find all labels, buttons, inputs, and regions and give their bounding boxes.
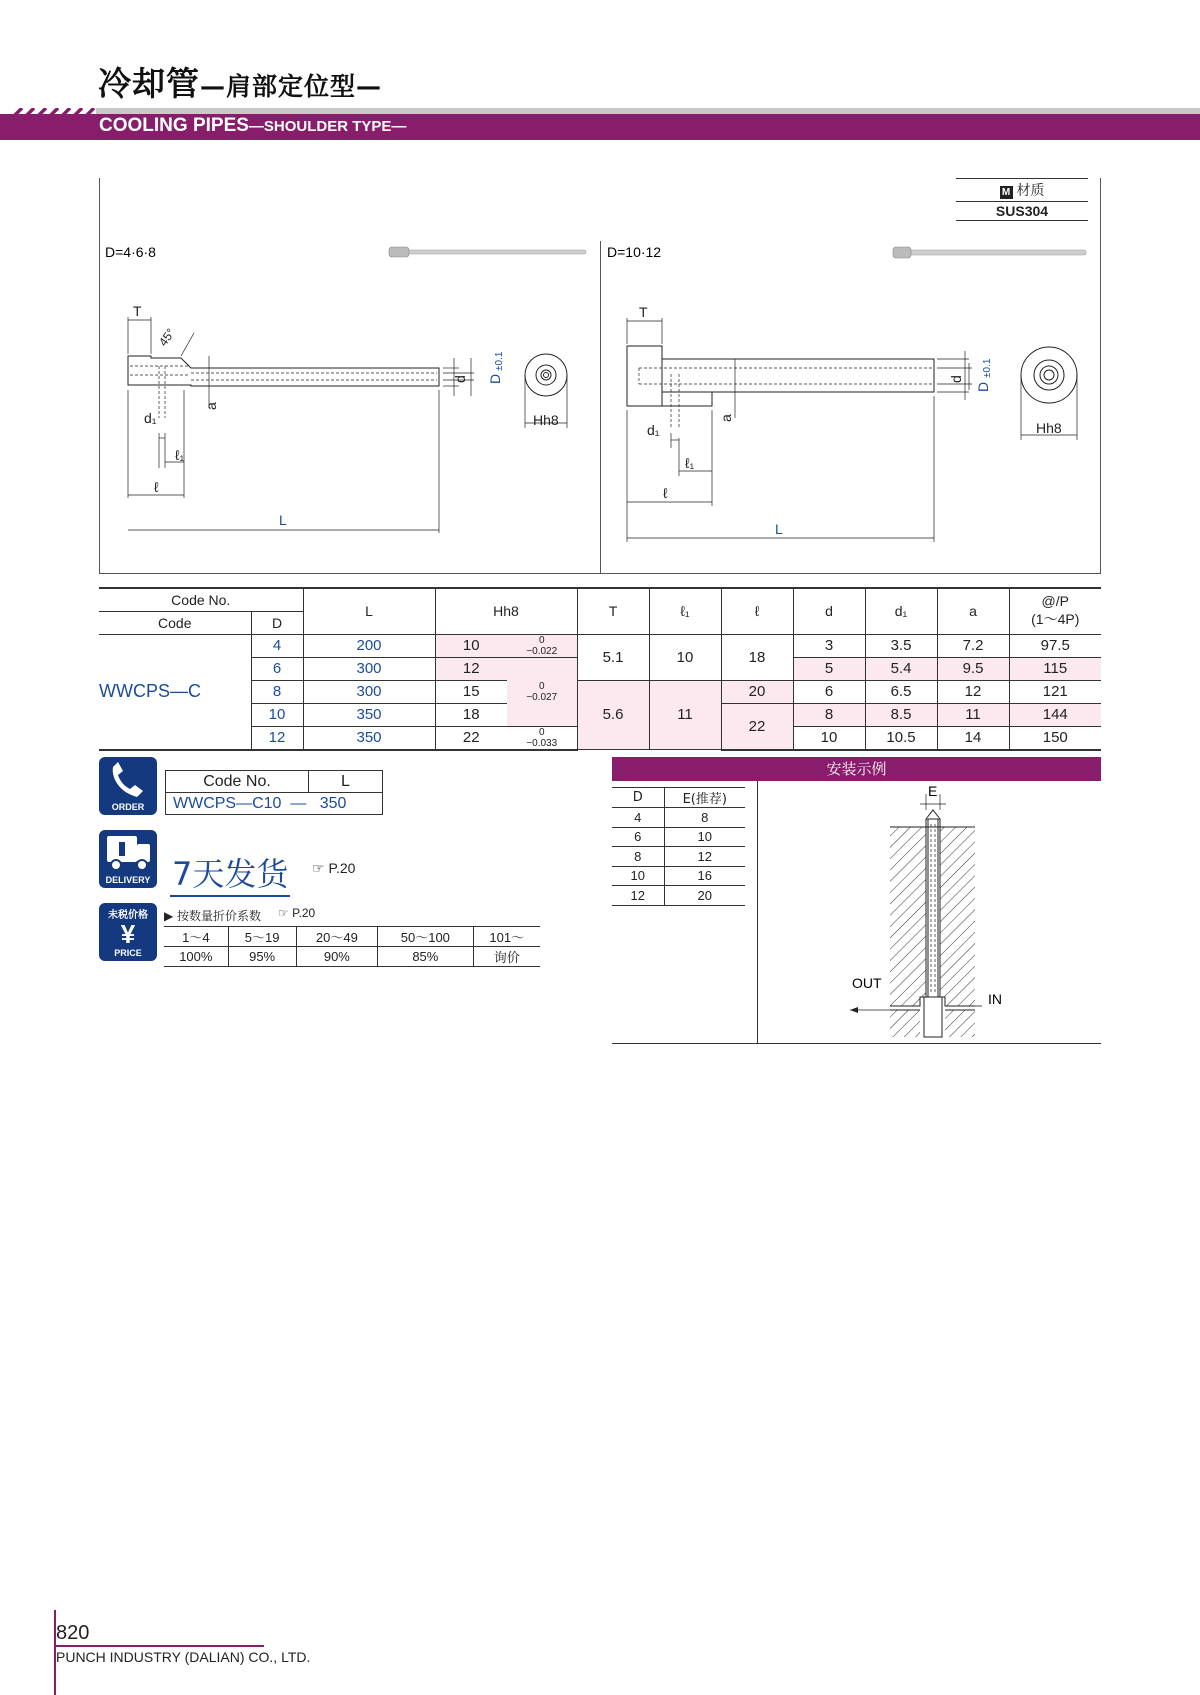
code-cell: WWCPS—C: [99, 634, 251, 750]
e-cell-E: 8: [664, 808, 745, 828]
cell-d1: 8.5: [865, 703, 937, 726]
cell-L: 300: [303, 657, 435, 680]
svg-text:a: a: [203, 402, 219, 410]
e-cell-E: 16: [664, 866, 745, 886]
cell-d: 8: [793, 703, 865, 726]
order-col-L: L: [309, 771, 383, 793]
e-cell-D: 8: [612, 847, 664, 867]
discount-rate: 100%: [164, 947, 228, 967]
tol-bottom: −0.027: [526, 691, 558, 703]
qty-range: 101～: [473, 927, 540, 947]
cell-l: 20: [721, 680, 793, 703]
discount-rate: 95%: [228, 947, 296, 967]
order-value: WWCPS—C10: [173, 794, 282, 812]
svg-text:T: T: [133, 303, 142, 319]
caption-right: D=10·12: [607, 244, 662, 260]
install-label-out: OUT: [852, 975, 882, 991]
order-example: [166, 793, 383, 815]
cell-L: 350: [303, 703, 435, 726]
cell-D: 12: [251, 726, 303, 750]
cell-price: 115: [1009, 657, 1101, 680]
svg-text:L: L: [279, 512, 287, 528]
header-d: d: [793, 588, 865, 634]
price-badge: [99, 903, 157, 961]
order-example-table: [165, 770, 383, 815]
e-header-E: E(推荐): [664, 788, 745, 808]
svg-text:d: d: [452, 375, 468, 383]
svg-text:Hh8: Hh8: [1036, 420, 1062, 436]
header-d1: d₁: [865, 588, 937, 634]
material-value: SUS304: [995, 203, 1049, 219]
cell-D: 10: [251, 703, 303, 726]
drawing-left: [128, 317, 567, 533]
header-price-main: @/P: [1041, 593, 1069, 610]
header-english: [99, 115, 406, 137]
price-page-ref: ☞ P.20: [278, 906, 316, 920]
cell-l: 18: [721, 634, 793, 680]
table-row: [99, 634, 1101, 657]
drawing-right: [627, 318, 1077, 542]
spec-table: [99, 587, 1101, 751]
cell-d1: 6.5: [865, 680, 937, 703]
install-diagram: [840, 784, 1010, 1042]
order-badge: [99, 757, 157, 815]
cell-a: 12: [937, 680, 1009, 703]
cell-H: 12: [435, 657, 507, 680]
qty-range: 50～100: [378, 927, 473, 947]
e-cell-E: 12: [664, 847, 745, 867]
svg-text:±0.1: ±0.1: [494, 351, 505, 371]
order-dash: —: [290, 794, 307, 812]
header-l1: ℓ₁: [649, 588, 721, 634]
cell-tol: [507, 657, 577, 726]
cell-a: 9.5: [937, 657, 1009, 680]
title-sub: —肩部定位型—: [200, 72, 383, 101]
e-cell-E: 20: [664, 886, 745, 906]
delivery-badge-label: DELIVERY: [105, 875, 151, 885]
cell-a: 7.2: [937, 634, 1009, 657]
install-title: 安装示例: [612, 757, 1101, 781]
price-badge-top: 未税价格: [108, 910, 148, 921]
cell-D: 4: [251, 634, 303, 657]
install-label-E: E: [928, 784, 938, 799]
order-col-code: Code No.: [166, 771, 309, 793]
cell-L: 200: [303, 634, 435, 657]
discount-rate: 询价: [473, 947, 540, 967]
svg-text:ℓ₁: ℓ₁: [175, 447, 185, 463]
caption-left: D=4·6·8: [105, 244, 156, 260]
cell-d: 3: [793, 634, 865, 657]
price-discount-table: [164, 926, 540, 967]
cell-T: 5.1: [577, 634, 649, 680]
tol-top: 0: [538, 726, 545, 738]
header-code: Code: [99, 611, 251, 634]
cell-l: 22: [721, 703, 793, 750]
svg-text:ℓ: ℓ: [154, 479, 159, 495]
svg-text:d₁: d₁: [144, 410, 157, 426]
svg-text:45°: 45°: [155, 325, 178, 349]
cell-d: 10: [793, 726, 865, 750]
tol-bottom: −0.022: [526, 645, 558, 657]
cell-price: 144: [1009, 703, 1101, 726]
delivery-badge: [99, 830, 157, 888]
cell-price: 121: [1009, 680, 1101, 703]
cell-a: 11: [937, 703, 1009, 726]
cell-L: 300: [303, 680, 435, 703]
product-photo-left: [389, 247, 586, 257]
header-l: ℓ: [721, 588, 793, 634]
svg-text:ℓ: ℓ: [663, 485, 668, 501]
svg-text:Hh8: Hh8: [533, 412, 559, 428]
discount-rate: 85%: [378, 947, 473, 967]
order-badge-label: ORDER: [111, 802, 145, 812]
header-L: L: [303, 588, 435, 634]
svg-text:L: L: [775, 521, 783, 537]
header-D: D: [251, 611, 303, 634]
install-label-in: IN: [988, 991, 1002, 1007]
e-cell-D: 10: [612, 866, 664, 886]
price-badge-label: PRICE: [114, 948, 142, 958]
install-divider: [757, 781, 758, 1044]
header-a: a: [937, 588, 1009, 634]
header-en-sub: —SHOULDER TYPE—: [248, 118, 407, 135]
cell-D: 8: [251, 680, 303, 703]
cell-L: 350: [303, 726, 435, 750]
e-cell-D: 6: [612, 827, 664, 847]
header-price: [1009, 588, 1101, 634]
technical-drawing: [99, 178, 1101, 574]
table-row: [612, 866, 745, 886]
svg-text:a: a: [718, 414, 734, 422]
cell-price: 150: [1009, 726, 1101, 750]
price-title: ▶ 按数量折价系数: [164, 909, 262, 923]
phone-icon: [99, 757, 157, 803]
discount-rate: 90%: [296, 947, 378, 967]
cell-H: 10: [435, 634, 507, 657]
cell-D: 6: [251, 657, 303, 680]
header-H: Hh8: [435, 588, 577, 634]
footer-rule-horizontal: [54, 1645, 264, 1647]
header-code-no: Code No.: [99, 588, 303, 611]
cell-tol: [507, 726, 577, 750]
yen-icon: ¥: [120, 919, 136, 949]
header-T: T: [577, 588, 649, 634]
truck-icon: [99, 830, 157, 876]
delivery-page-ref: ☞ P.20: [312, 860, 356, 876]
cell-d: 5: [793, 657, 865, 680]
e-cell-E: 10: [664, 827, 745, 847]
cell-l1: 10: [649, 634, 721, 680]
material-icon: M: [1000, 186, 1013, 199]
header-price-sub: (1～4P): [1031, 611, 1080, 628]
cell-H: 15: [435, 680, 507, 703]
cell-d1: 10.5: [865, 726, 937, 750]
cell-tol: [507, 634, 577, 657]
cell-price: 97.5: [1009, 634, 1101, 657]
tol-top: 0: [538, 680, 545, 692]
svg-text:D: D: [487, 373, 503, 384]
drawing-left-labels: [133, 303, 559, 528]
svg-text:d: d: [948, 375, 964, 383]
cell-H: 22: [435, 726, 507, 750]
page-title: [98, 58, 382, 105]
cell-H: 18: [435, 703, 507, 726]
cell-d: 6: [793, 680, 865, 703]
e-cell-D: 12: [612, 886, 664, 906]
cell-d1: 3.5: [865, 634, 937, 657]
install-e-table: [612, 787, 745, 906]
cell-a: 14: [937, 726, 1009, 750]
page-number: 820: [56, 1622, 90, 1644]
product-photo-right: [893, 247, 1086, 258]
qty-range: 1～4: [164, 927, 228, 947]
company-name: PUNCH INDUSTRY (DALIAN) CO., LTD.: [56, 1649, 311, 1665]
cell-T: 5.6: [577, 680, 649, 750]
e-header-D: D: [612, 788, 664, 808]
table-row: [612, 847, 745, 867]
title-main: 冷却管: [98, 64, 200, 103]
delivery-days: 7天发货: [172, 849, 288, 895]
material-label: 材质: [1016, 182, 1045, 198]
tol-top: 0: [538, 634, 545, 646]
svg-text:±0.1: ±0.1: [982, 358, 993, 378]
tol-bottom: −0.033: [526, 737, 558, 749]
cell-d1: 5.4: [865, 657, 937, 680]
qty-range: 20～49: [296, 927, 378, 947]
svg-text:T: T: [639, 304, 648, 320]
table-row: [612, 827, 745, 847]
material-box: [956, 178, 1088, 221]
svg-text:ℓ₁: ℓ₁: [685, 455, 695, 471]
table-row: [612, 808, 745, 828]
svg-text:d₁: d₁: [647, 422, 660, 438]
table-row: [612, 886, 745, 906]
svg-text:D: D: [975, 381, 991, 392]
cell-l1: 11: [649, 680, 721, 750]
e-cell-D: 4: [612, 808, 664, 828]
qty-range: 5～19: [228, 927, 296, 947]
order-length: 350: [319, 794, 347, 812]
header-en-main: COOLING PIPES: [99, 115, 249, 136]
